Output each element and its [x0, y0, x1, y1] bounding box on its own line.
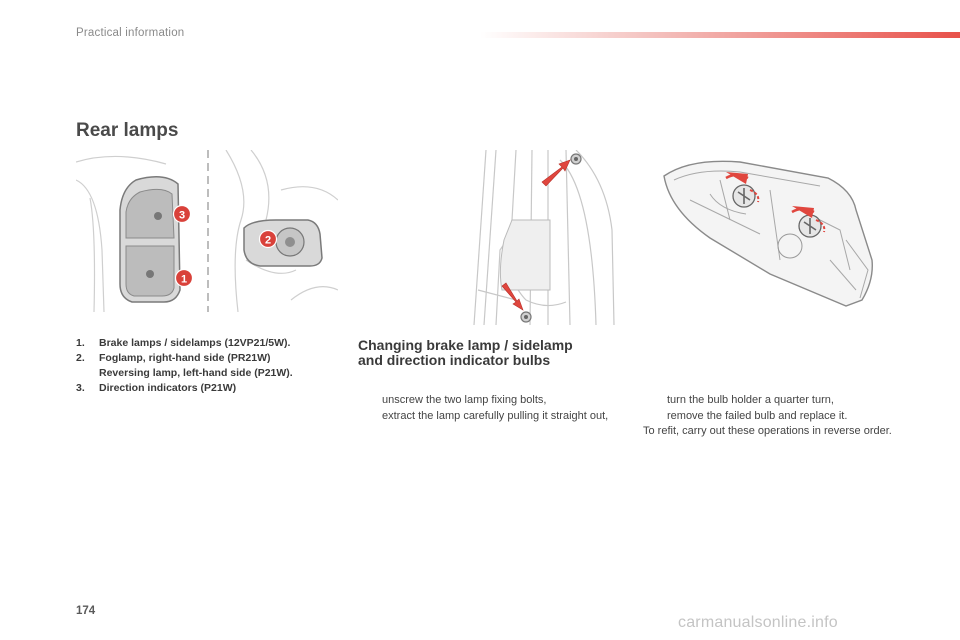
- legend-item: [76, 381, 336, 396]
- section-title-line-2: and direction indicator bulbs: [358, 352, 551, 368]
- callout-3-label: 3: [178, 209, 186, 222]
- step-text: turn the bulb holder a quarter turn,: [667, 394, 834, 406]
- legend-text: Direction indicators (P21W): [99, 382, 237, 394]
- header-accent-bar: [480, 32, 960, 38]
- step-text: remove the failed bulb and replace it.: [667, 409, 848, 422]
- legend-number: 3.: [76, 382, 85, 394]
- callout-1: [176, 270, 193, 287]
- section-title: [358, 338, 628, 368]
- step-item: [358, 393, 620, 409]
- procedure-steps-right: [643, 393, 893, 424]
- page-title: Rear lamps: [76, 120, 179, 141]
- rear-lamp-diagram: [76, 150, 338, 312]
- callout-1-label: 1: [180, 273, 188, 286]
- callout-2: [260, 231, 277, 248]
- legend-text: Brake lamps / sidelamps (12VP21/5W).: [99, 337, 291, 349]
- step-text: unscrew the two lamp fixing bolts,: [382, 394, 547, 406]
- legend-text: Foglamp, right-hand side (PR21W): [99, 352, 271, 364]
- refit-note: To refit, carry out these operations in reverse order.: [643, 425, 892, 437]
- step-text: extract the lamp carefully pulling it straight out,: [382, 409, 609, 422]
- step-item: [358, 409, 620, 425]
- legend-item: [76, 351, 336, 381]
- legend-subtext: Reversing lamp, left-hand side (P21W).: [99, 367, 293, 379]
- callout-2-label: 2: [264, 234, 272, 247]
- legend-item: [76, 336, 336, 351]
- procedure-steps-left: [358, 393, 620, 424]
- step-item: [643, 409, 893, 425]
- lamp-fixing-bolts-diagram: [456, 150, 621, 325]
- section-title-line-1: Changing brake lamp / sidelamp: [358, 337, 573, 353]
- watermark: carmanualsonline.info: [678, 614, 838, 631]
- bulb-holder-diagram: [650, 150, 882, 320]
- page-number: 174: [76, 605, 96, 617]
- callout-3: [174, 206, 191, 223]
- step-item: [643, 393, 893, 409]
- bulb-legend: [76, 336, 336, 396]
- legend-number: 1.: [76, 337, 85, 349]
- legend-number: 2.: [76, 352, 85, 364]
- section-header: Practical information: [76, 27, 185, 39]
